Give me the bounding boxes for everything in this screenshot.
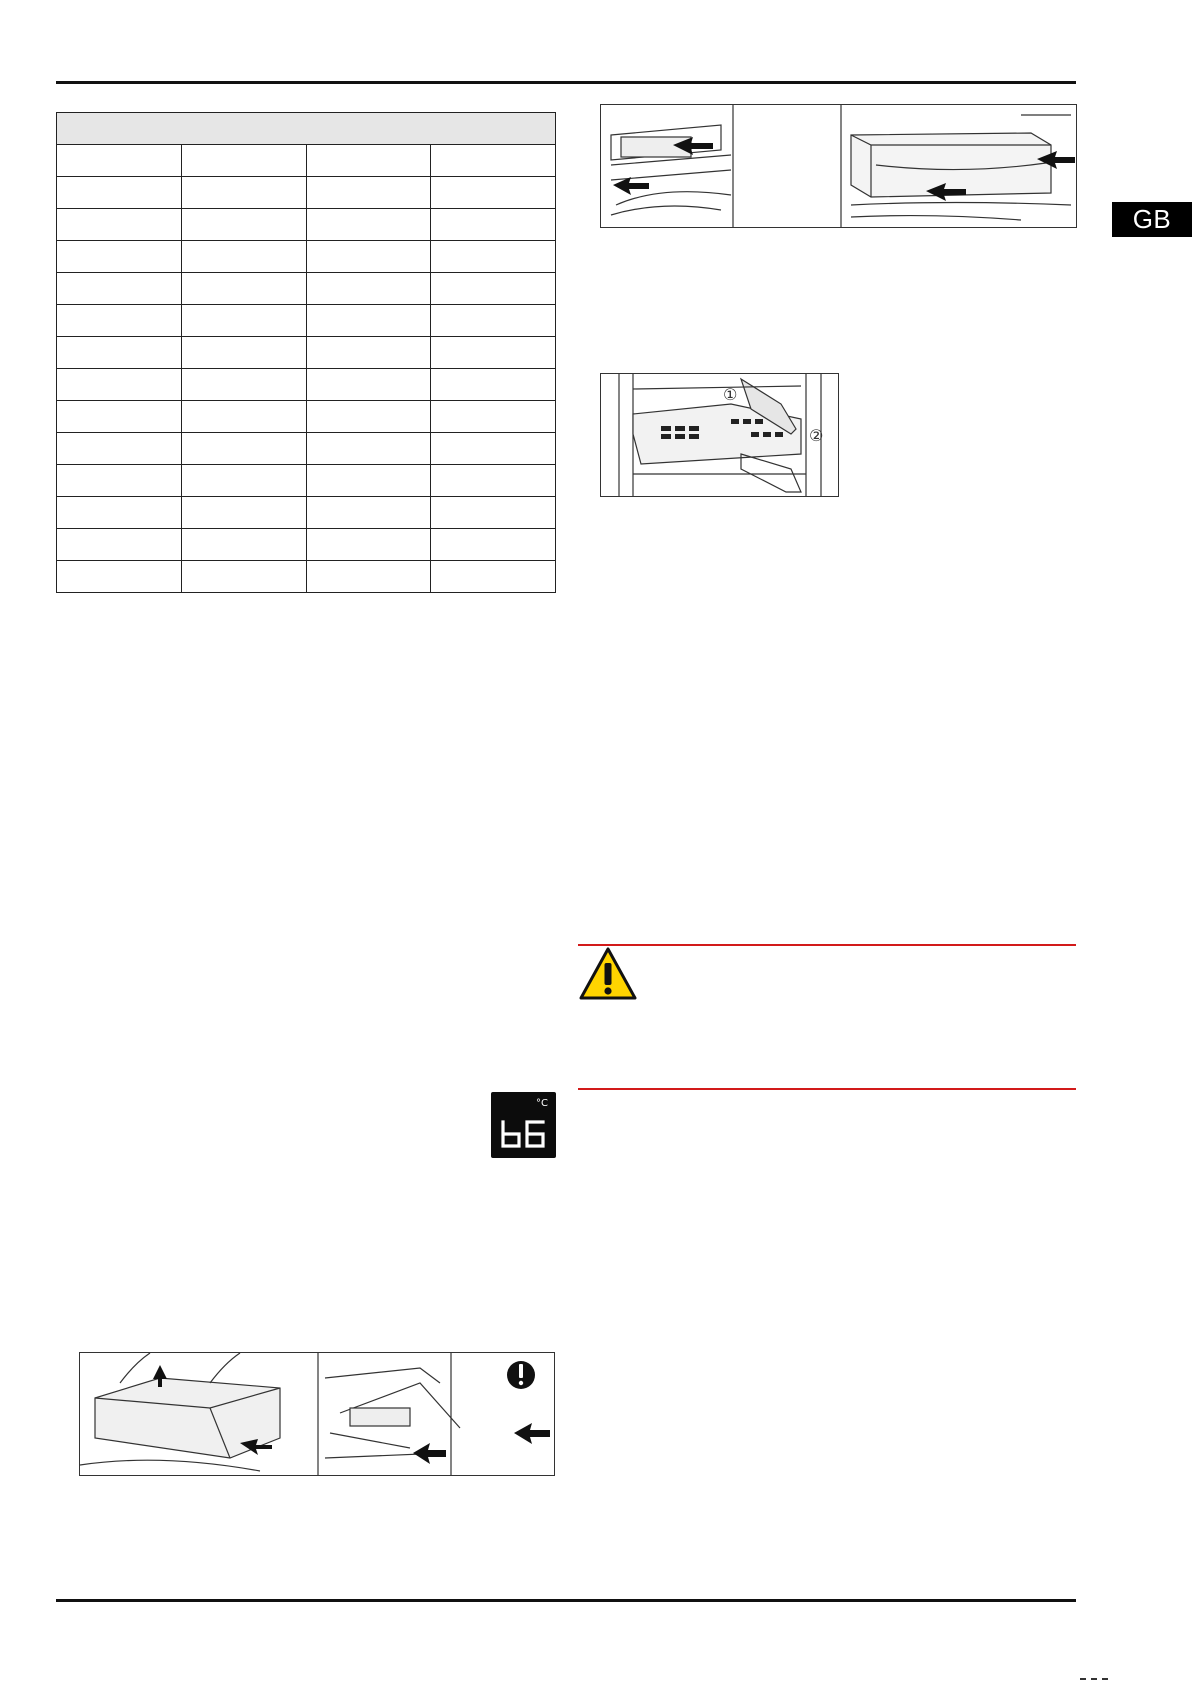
spec-table-header-cell	[57, 113, 556, 145]
spec-table-cell	[181, 369, 306, 401]
spec-table-cell	[431, 369, 556, 401]
spec-table-cell	[57, 305, 182, 337]
spec-table-row	[57, 529, 556, 561]
spec-table-cell	[306, 209, 431, 241]
spec-table-cell	[306, 145, 431, 177]
spec-table-cell	[306, 529, 431, 561]
spec-table-cell	[57, 209, 182, 241]
spec-table-cell	[181, 529, 306, 561]
spec-table-row	[57, 177, 556, 209]
spec-table-cell	[181, 241, 306, 273]
spec-table-cell	[431, 337, 556, 369]
spec-table-row	[57, 241, 556, 273]
corner-mark	[1080, 1678, 1108, 1682]
spec-table-cell	[181, 305, 306, 337]
warning-top-rule	[578, 944, 1076, 946]
spec-table-cell	[57, 401, 182, 433]
spec-table-row	[57, 209, 556, 241]
footer-rule	[56, 1599, 1076, 1602]
spec-table-cell	[181, 209, 306, 241]
language-tab	[1112, 202, 1192, 237]
spec-table-cell	[306, 433, 431, 465]
spec-table-cell	[181, 401, 306, 433]
spec-table-cell	[306, 337, 431, 369]
spec-table-cell	[181, 433, 306, 465]
display-reading-digits	[500, 1120, 548, 1148]
spec-table-row	[57, 273, 556, 305]
spec-table-cell	[306, 177, 431, 209]
spec-table-cell	[431, 433, 556, 465]
spec-table-cell	[181, 465, 306, 497]
spec-table-header-row	[57, 113, 556, 145]
spec-table-cell	[431, 177, 556, 209]
spec-table-cell	[431, 561, 556, 593]
language-tab-label: GB	[1132, 204, 1172, 234]
spec-table-cell	[181, 273, 306, 305]
spec-table-cell	[57, 145, 182, 177]
spec-table-cell	[306, 241, 431, 273]
spec-table-cell	[431, 209, 556, 241]
spec-table-cell	[57, 465, 182, 497]
spec-table-cell	[306, 561, 431, 593]
spec-table-cell	[57, 529, 182, 561]
spec-table	[56, 112, 556, 593]
spec-table-cell	[431, 241, 556, 273]
spec-table-row	[57, 369, 556, 401]
spec-table-cell	[57, 241, 182, 273]
spec-table-cell	[431, 465, 556, 497]
spec-table-row	[57, 337, 556, 369]
callout-2: ②	[809, 426, 824, 445]
spec-table-cell	[57, 561, 182, 593]
spec-table-row	[57, 401, 556, 433]
spec-table-cell	[57, 369, 182, 401]
spec-table-body	[57, 145, 556, 593]
spec-table-cell	[306, 465, 431, 497]
warning-triangle-icon	[578, 946, 638, 1002]
spec-table-cell	[431, 497, 556, 529]
spec-table-row	[57, 561, 556, 593]
spec-table-cell	[306, 401, 431, 433]
spec-table-cell	[181, 177, 306, 209]
exclamation-icon	[507, 1361, 535, 1389]
spec-table-cell	[306, 369, 431, 401]
spec-table-cell	[431, 145, 556, 177]
spec-table-cell	[431, 305, 556, 337]
spec-table-cell	[57, 273, 182, 305]
figure-drawer-install	[600, 104, 1077, 228]
spec-table-cell	[57, 433, 182, 465]
figure-drawer-removal	[79, 1352, 555, 1476]
spec-table-cell	[181, 337, 306, 369]
callout-1: ①	[723, 385, 738, 404]
spec-table-cell	[431, 401, 556, 433]
spec-table-cell	[431, 273, 556, 305]
temperature-display	[491, 1092, 556, 1158]
spec-table-cell	[431, 529, 556, 561]
spec-table-cell	[57, 497, 182, 529]
figure-shelf-removal	[600, 373, 839, 497]
display-unit: °C	[536, 1098, 548, 1109]
spec-table-row	[57, 433, 556, 465]
header-rule	[56, 81, 1076, 84]
spec-table-row	[57, 305, 556, 337]
spec-table-cell	[306, 273, 431, 305]
spec-table-cell	[181, 497, 306, 529]
spec-table-cell	[57, 177, 182, 209]
spec-table-cell	[57, 337, 182, 369]
spec-table-cell	[181, 145, 306, 177]
spec-table-cell	[181, 561, 306, 593]
spec-table-row	[57, 145, 556, 177]
spec-table-cell	[306, 305, 431, 337]
spec-table-row	[57, 497, 556, 529]
warning-bottom-rule	[578, 1088, 1076, 1090]
spec-table-row	[57, 465, 556, 497]
spec-table-cell	[306, 497, 431, 529]
